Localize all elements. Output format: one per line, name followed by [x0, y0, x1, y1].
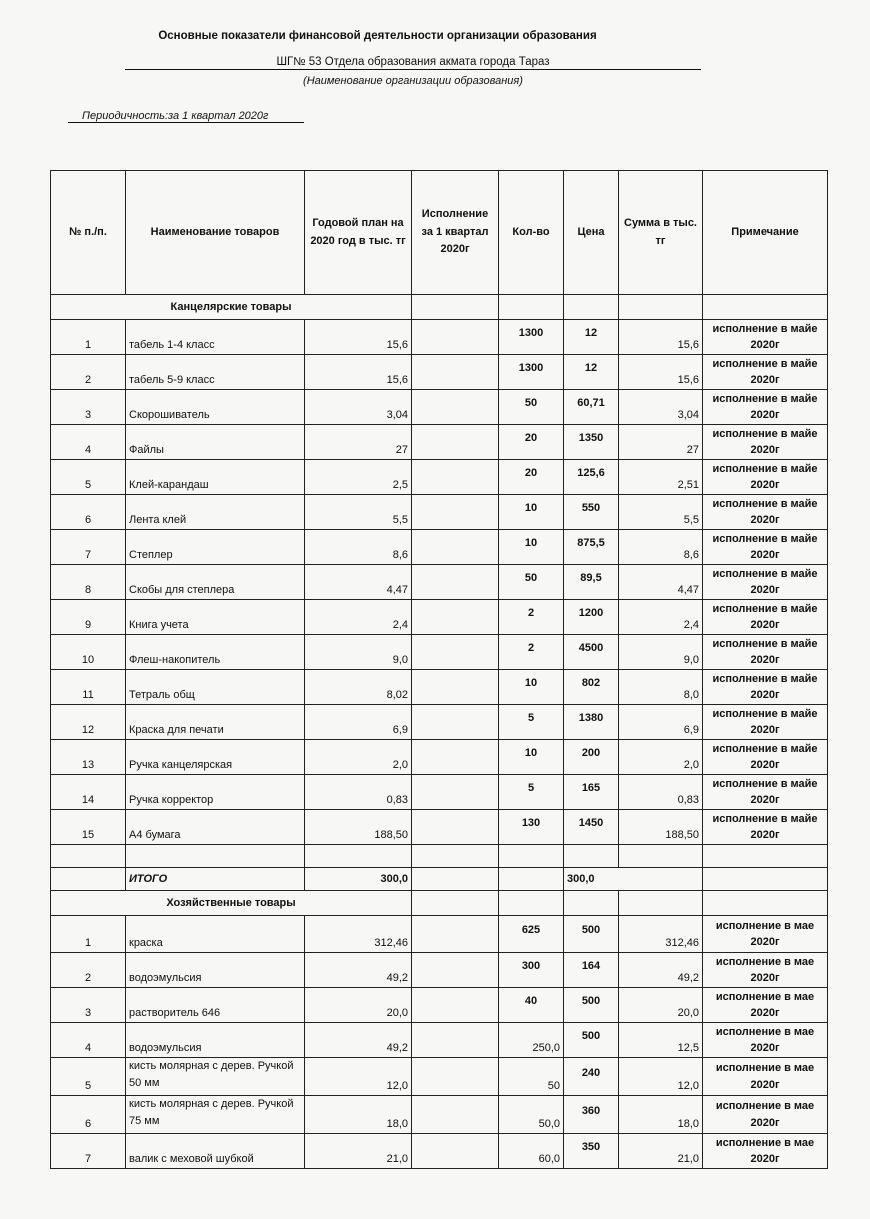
row-number: 5: [51, 1058, 126, 1096]
sum: 312,46: [619, 916, 703, 953]
sum: 6,9: [619, 705, 703, 740]
execution: [412, 953, 499, 988]
item-name: Степлер: [126, 530, 305, 565]
table-row: [51, 988, 828, 1023]
table-row: [51, 1096, 828, 1134]
sum: 2,51: [619, 460, 703, 495]
row-number: 4: [51, 425, 126, 460]
quantity: 60,0: [499, 1134, 564, 1169]
row-number: 12: [51, 705, 126, 740]
table-row: [51, 530, 828, 565]
sum: 49,2: [619, 953, 703, 988]
quantity: 50: [499, 565, 564, 600]
annual-plan: 49,2: [305, 1023, 412, 1058]
empty-row: [51, 845, 828, 868]
empty-cell: [564, 891, 619, 916]
sum: 20,0: [619, 988, 703, 1023]
annual-plan: 27: [305, 425, 412, 460]
note: исполнение в майе 2020г: [703, 390, 828, 425]
table-row: [51, 460, 828, 495]
total-plan: 300,0: [305, 868, 412, 891]
sum: 15,6: [619, 355, 703, 390]
annual-plan: 5,5: [305, 495, 412, 530]
empty-cell: [126, 845, 305, 868]
sum: 9,0: [619, 635, 703, 670]
organization-caption: (Наименование организации образования): [303, 75, 523, 87]
annual-plan: 15,6: [305, 320, 412, 355]
note: исполнение в майе 2020г: [703, 320, 828, 355]
col-name-header: Наименование товаров: [126, 171, 305, 295]
item-name: растворитель 646: [126, 988, 305, 1023]
quantity: 10: [499, 740, 564, 775]
empty-cell: [619, 891, 703, 916]
execution: [412, 1134, 499, 1169]
quantity: 625: [499, 916, 564, 953]
quantity: 5: [499, 775, 564, 810]
table-row: [51, 355, 828, 390]
sum: 3,04: [619, 390, 703, 425]
table-row: [51, 775, 828, 810]
table-row: [51, 495, 828, 530]
row-number: 4: [51, 1023, 126, 1058]
item-name: Ручка канцелярская: [126, 740, 305, 775]
document-title: Основные показатели финансовой деятельности организации образования: [158, 30, 597, 42]
item-name: А4 бумага: [126, 810, 305, 845]
price: 125,6: [564, 460, 619, 495]
note: исполнение в майе 2020г: [703, 670, 828, 705]
table-row: [51, 425, 828, 460]
annual-plan: 12,0: [305, 1058, 412, 1096]
section-header-row: [51, 295, 828, 320]
price: 165: [564, 775, 619, 810]
item-name: табель 5-9 класс: [126, 355, 305, 390]
empty-cell: [412, 868, 499, 891]
annual-plan: 3,04: [305, 390, 412, 425]
note: исполнение в мае 2020г: [703, 1096, 828, 1134]
table-row: [51, 1134, 828, 1169]
empty-cell: [703, 845, 828, 868]
note: исполнение в майе 2020г: [703, 355, 828, 390]
price: 164: [564, 953, 619, 988]
execution: [412, 320, 499, 355]
note: исполнение в майе 2020г: [703, 740, 828, 775]
quantity: 250,0: [499, 1023, 564, 1058]
total-row: [51, 868, 828, 891]
annual-plan: 21,0: [305, 1134, 412, 1169]
total-sum: 300,0: [564, 868, 703, 891]
note: исполнение в майе 2020г: [703, 425, 828, 460]
execution: [412, 635, 499, 670]
item-name: валик с меховой шубкой: [126, 1134, 305, 1169]
item-name: кисть молярная с дерев. Ручкой 75 мм: [126, 1096, 305, 1134]
row-number: 1: [51, 320, 126, 355]
item-name: Тетраль общ: [126, 670, 305, 705]
row-number: 7: [51, 1134, 126, 1169]
row-number: 10: [51, 635, 126, 670]
annual-plan: 0,83: [305, 775, 412, 810]
quantity: 300: [499, 953, 564, 988]
note: исполнение в мае 2020г: [703, 916, 828, 953]
price: 4500: [564, 635, 619, 670]
empty-cell: [412, 845, 499, 868]
empty-cell: [305, 845, 412, 868]
row-number: 8: [51, 565, 126, 600]
col-note-header: Примечание: [703, 171, 828, 295]
period-label: Периодичность:за 1 квартал 2020г: [68, 110, 304, 123]
section-title: Канцелярские товары: [51, 295, 412, 320]
price: 1380: [564, 705, 619, 740]
quantity: 40: [499, 988, 564, 1023]
execution: [412, 425, 499, 460]
item-name: табель 1-4 класс: [126, 320, 305, 355]
execution: [412, 495, 499, 530]
row-number: 14: [51, 775, 126, 810]
quantity: 2: [499, 635, 564, 670]
col-num-header: № п./п.: [51, 171, 126, 295]
annual-plan: 15,6: [305, 355, 412, 390]
sum: 2,0: [619, 740, 703, 775]
section-title: Хозяйственные товары: [51, 891, 412, 916]
price: 1450: [564, 810, 619, 845]
sum: 5,5: [619, 495, 703, 530]
table-row: [51, 390, 828, 425]
annual-plan: 9,0: [305, 635, 412, 670]
note: исполнение в мае 2020г: [703, 1134, 828, 1169]
item-name: Флеш-накопитель: [126, 635, 305, 670]
price: 500: [564, 1023, 619, 1058]
sum: 15,6: [619, 320, 703, 355]
row-number: 9: [51, 600, 126, 635]
quantity: 10: [499, 530, 564, 565]
table-row: [51, 635, 828, 670]
note: исполнение в майе 2020г: [703, 530, 828, 565]
execution: [412, 740, 499, 775]
price: 12: [564, 320, 619, 355]
table-row: [51, 320, 828, 355]
sum: 21,0: [619, 1134, 703, 1169]
table-row: [51, 565, 828, 600]
empty-cell: [499, 868, 564, 891]
item-name: водоэмульсия: [126, 1023, 305, 1058]
price: 60,71: [564, 390, 619, 425]
price: 350: [564, 1134, 619, 1169]
quantity: 10: [499, 670, 564, 705]
empty-cell: [619, 845, 703, 868]
table-row: [51, 953, 828, 988]
price: 360: [564, 1096, 619, 1134]
item-name: Скобы для степлера: [126, 565, 305, 600]
price: 1350: [564, 425, 619, 460]
row-number: 6: [51, 1096, 126, 1134]
empty-cell: [51, 845, 126, 868]
note: исполнение в майе 2020г: [703, 775, 828, 810]
row-number: 6: [51, 495, 126, 530]
execution: [412, 1058, 499, 1096]
execution: [412, 670, 499, 705]
annual-plan: 2,5: [305, 460, 412, 495]
execution: [412, 1023, 499, 1058]
annual-plan: 8,02: [305, 670, 412, 705]
price: 89,5: [564, 565, 619, 600]
price: 1200: [564, 600, 619, 635]
row-number: 15: [51, 810, 126, 845]
row-number: 2: [51, 953, 126, 988]
quantity: 5: [499, 705, 564, 740]
item-name: Клей-карандаш: [126, 460, 305, 495]
quantity: 1300: [499, 320, 564, 355]
item-name: водоэмульсия: [126, 953, 305, 988]
col-exec-header: Исполнение за 1 квартал 2020г: [412, 171, 499, 295]
row-number: 7: [51, 530, 126, 565]
section-header-row: [51, 891, 828, 916]
quantity: 50,0: [499, 1096, 564, 1134]
quantity: 50: [499, 390, 564, 425]
organization-name: ШГ№ 53 Отдела образования акмата города Тараз: [125, 56, 701, 70]
note: исполнение в мае 2020г: [703, 953, 828, 988]
quantity: 2: [499, 600, 564, 635]
col-price-header: Цена: [564, 171, 619, 295]
item-name: Краска для печати: [126, 705, 305, 740]
price: 500: [564, 916, 619, 953]
col-qty-header: Кол-во: [499, 171, 564, 295]
table-row: [51, 670, 828, 705]
col-sum-header: Сумма в тыс. тг: [619, 171, 703, 295]
annual-plan: 2,0: [305, 740, 412, 775]
item-name: краска: [126, 916, 305, 953]
execution: [412, 1096, 499, 1134]
execution: [412, 775, 499, 810]
execution: [412, 810, 499, 845]
execution: [412, 600, 499, 635]
row-number: 5: [51, 460, 126, 495]
table-row: [51, 600, 828, 635]
execution: [412, 390, 499, 425]
annual-plan: 312,46: [305, 916, 412, 953]
sum: 12,0: [619, 1058, 703, 1096]
quantity: 20: [499, 460, 564, 495]
table-row: [51, 1058, 828, 1096]
row-number: 2: [51, 355, 126, 390]
empty-cell: [499, 891, 564, 916]
note: исполнение в майе 2020г: [703, 565, 828, 600]
table-row: [51, 740, 828, 775]
sum: 27: [619, 425, 703, 460]
annual-plan: 188,50: [305, 810, 412, 845]
item-name: Книга учета: [126, 600, 305, 635]
row-number: 11: [51, 670, 126, 705]
sum: 12,5: [619, 1023, 703, 1058]
empty-cell: [499, 845, 564, 868]
quantity: 20: [499, 425, 564, 460]
sum: 8,0: [619, 670, 703, 705]
sum: 8,6: [619, 530, 703, 565]
quantity: 10: [499, 495, 564, 530]
price: 240: [564, 1058, 619, 1096]
annual-plan: 6,9: [305, 705, 412, 740]
financial-table: [50, 170, 828, 1169]
table-body: [51, 295, 828, 1169]
sum: 18,0: [619, 1096, 703, 1134]
row-number: 13: [51, 740, 126, 775]
table-row: [51, 810, 828, 845]
item-name: Скорошиватель: [126, 390, 305, 425]
note: исполнение в мае 2020г: [703, 988, 828, 1023]
note: исполнение в майе 2020г: [703, 705, 828, 740]
item-name: Лента клей: [126, 495, 305, 530]
annual-plan: 18,0: [305, 1096, 412, 1134]
item-name: Файлы: [126, 425, 305, 460]
annual-plan: 8,6: [305, 530, 412, 565]
quantity: 130: [499, 810, 564, 845]
price: 200: [564, 740, 619, 775]
sum: 4,47: [619, 565, 703, 600]
price: 550: [564, 495, 619, 530]
row-number: 1: [51, 916, 126, 953]
price: 500: [564, 988, 619, 1023]
execution: [412, 460, 499, 495]
empty-cell: [51, 868, 126, 891]
quantity: 1300: [499, 355, 564, 390]
execution: [412, 355, 499, 390]
note: исполнение в майе 2020г: [703, 495, 828, 530]
execution: [412, 530, 499, 565]
annual-plan: 49,2: [305, 953, 412, 988]
sum: 0,83: [619, 775, 703, 810]
sum: 188,50: [619, 810, 703, 845]
note: исполнение в майе 2020г: [703, 635, 828, 670]
empty-cell: [564, 845, 619, 868]
note: исполнение в майе 2020г: [703, 600, 828, 635]
note: исполнение в мае 2020г: [703, 1058, 828, 1096]
col-plan-header: Годовой план на 2020 год в тыс. тг: [305, 171, 412, 295]
execution: [412, 565, 499, 600]
table-header-row: [51, 171, 828, 295]
execution: [412, 988, 499, 1023]
execution: [412, 916, 499, 953]
row-number: 3: [51, 988, 126, 1023]
empty-cell: [412, 891, 499, 916]
note: исполнение в майе 2020г: [703, 460, 828, 495]
table-row: [51, 1023, 828, 1058]
price: 875,5: [564, 530, 619, 565]
execution: [412, 705, 499, 740]
empty-cell: [703, 891, 828, 916]
price: 802: [564, 670, 619, 705]
annual-plan: 4,47: [305, 565, 412, 600]
annual-plan: 2,4: [305, 600, 412, 635]
item-name: Ручка корректор: [126, 775, 305, 810]
note: исполнение в мае 2020г: [703, 1023, 828, 1058]
quantity: 50: [499, 1058, 564, 1096]
empty-cell: [703, 868, 828, 891]
item-name: кисть молярная с дерев. Ручкой 50 мм: [126, 1058, 305, 1096]
total-label: ИТОГО: [126, 868, 305, 891]
table-row: [51, 916, 828, 953]
annual-plan: 20,0: [305, 988, 412, 1023]
price: 12: [564, 355, 619, 390]
note: исполнение в майе 2020г: [703, 810, 828, 845]
sum: 2,4: [619, 600, 703, 635]
row-number: 3: [51, 390, 126, 425]
table-row: [51, 705, 828, 740]
